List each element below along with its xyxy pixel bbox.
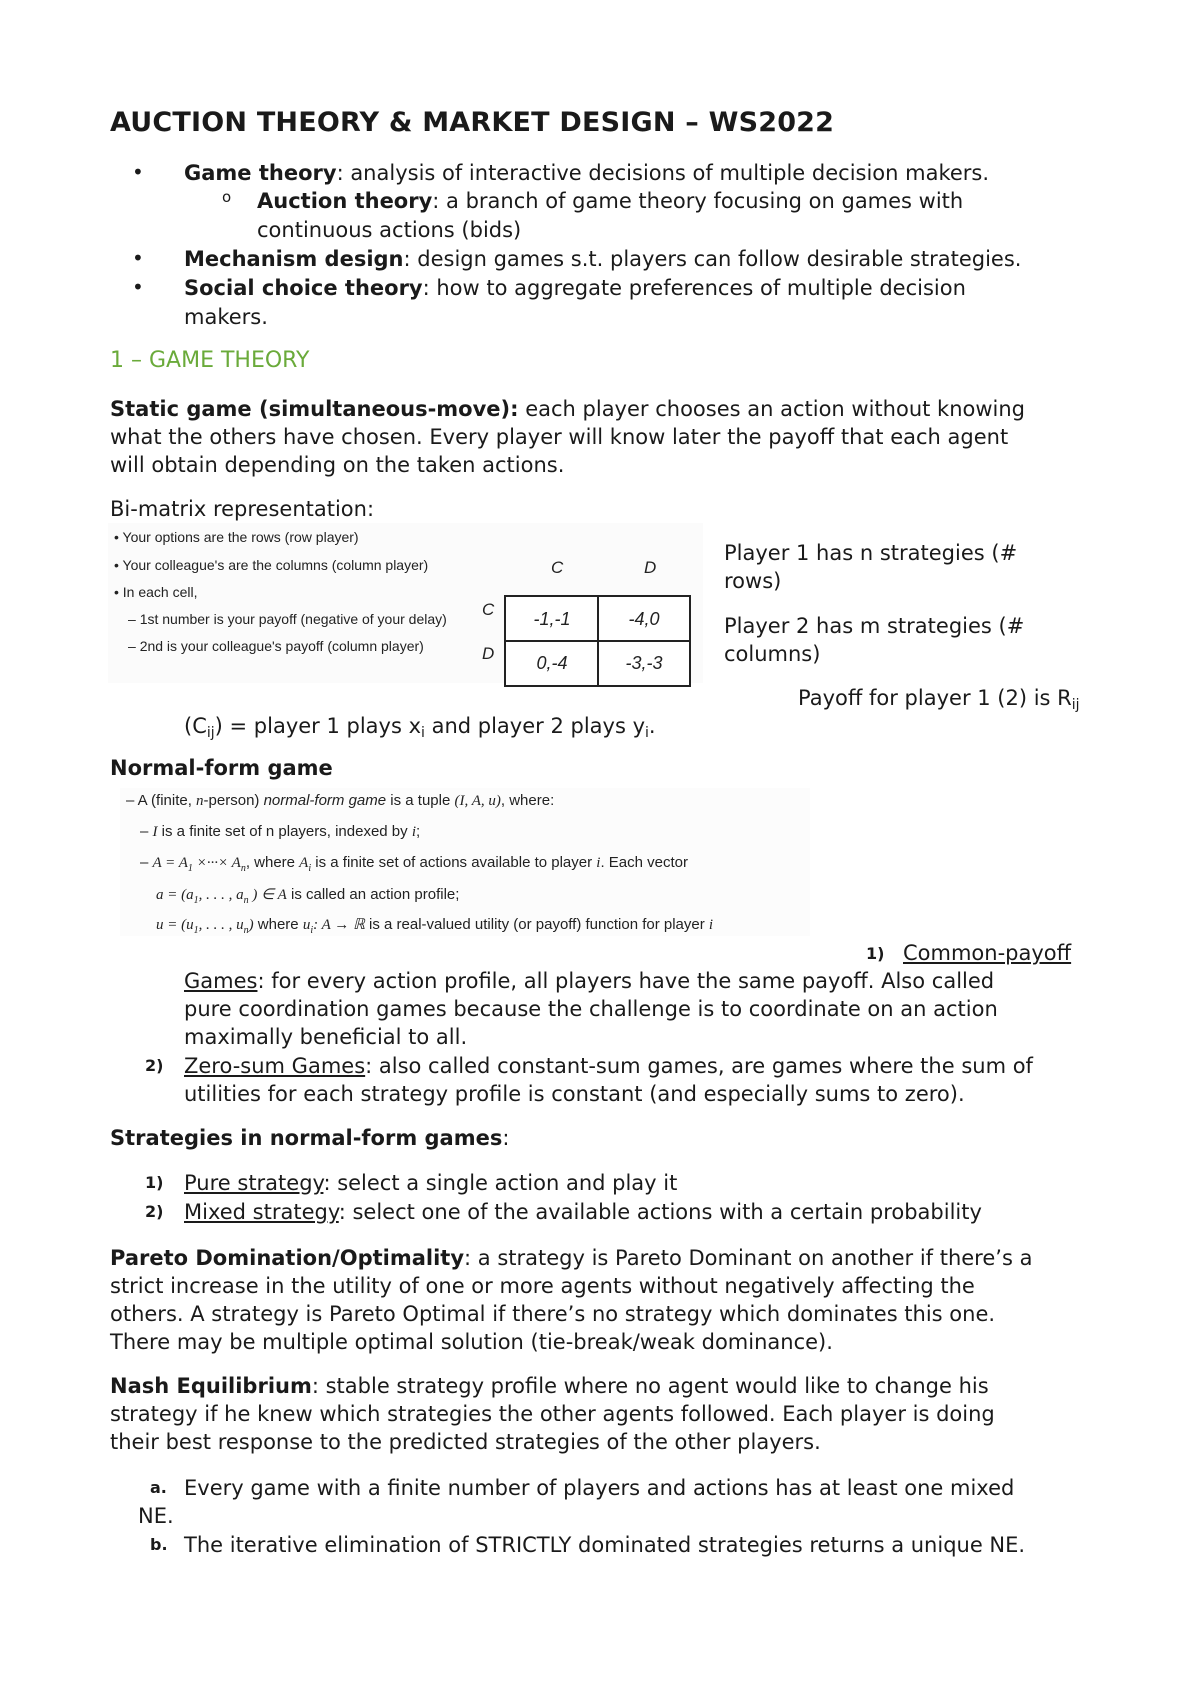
nf-line5: $u = (u_1$, . . . , $u_n$) where $u_i$: A → ℝ is a real-valued utility (or payoff) function for player i [156,916,714,936]
matrix-cell: -1,-1 [533,609,571,629]
pareto-line2: strict increase in the utility of one or more agents without negatively affecting the [110,1274,975,1298]
list-number: 2) [145,1056,164,1075]
section-heading: 1 – GAME THEORY [110,348,310,373]
matrix-cell: 0,-4 [536,653,568,673]
intro-social-choice-cont: makers. [184,305,268,329]
pure-strategy: Pure strategy: select a single action and play it [184,1171,678,1195]
nash-item-a-line2: NE. [138,1504,174,1528]
intro-mechanism-design: Mechanism design: design games s.t. players can follow desirable strategies. [184,247,1022,271]
note-player1-cont: rows) [724,569,782,593]
intro-social-choice: Social choice theory: how to aggregate preferences of multiple decision [184,276,966,300]
figure-bullet: • Your colleague's are the columns (column player) [114,557,429,573]
cij-definition: (Cij) = player 1 plays xi and player 2 plays yi. [184,714,656,741]
nf-line2: – I is a finite set of n players, indexed by i; [140,823,421,840]
document-title: AUCTION THEORY & MARKET DESIGN – WS2022 [110,107,835,138]
bimatrix-figure [108,523,703,683]
pareto-line4: There may be multiple optimal solution (tie-break/weak dominance). [110,1330,833,1354]
bimatrix-label: Bi-matrix representation: [110,497,375,521]
nash-item-a-line1: Every game with a finite number of players and actions has at least one mixed [184,1476,1015,1500]
nash-line1: Nash Equilibrium: stable strategy profile where no agent would like to change his [110,1374,989,1398]
matrix-cell: -3,-3 [625,653,663,673]
matrix-cell: -4,0 [628,609,660,629]
nash-line2: strategy if he knew which strategies the other agents followed. Each player is doing [110,1402,995,1426]
figure-bullet: • In each cell, [114,584,198,600]
figure-sub-item: – 1st number is your payoff (negative of your delay) [128,611,447,627]
row-header-d: D [482,644,495,663]
nf-line4: $a = (a_1$, . . . , $a_n$ ) ∈ A is called an action profile; [156,886,460,906]
list-letter: a. [150,1478,167,1497]
bullet-dot: • [132,246,144,270]
common-payoff-line1: Games: for every action profile, all players have the same payoff. Also called [184,969,995,993]
note-player2: Player 2 has m strategies (# [724,614,1025,638]
col-header-c: C [551,558,564,577]
col-header-d: D [644,558,657,577]
zero-sum-line1: Zero-sum Games: also called constant-sum games, are games where the sum of [184,1054,1033,1078]
list-number: 2) [145,1202,164,1221]
pareto-line1: Pareto Domination/Optimality: a strategy is Pareto Dominant on another if there’s a [110,1246,1033,1270]
list-number: 1) [145,1173,164,1192]
common-payoff-line3: maximally beneficial to all. [184,1025,468,1049]
static-game-line3: will obtain depending on the taken actions. [110,453,565,477]
normal-form-figure [120,788,810,936]
bullet-dot: • [132,275,144,299]
note-player1: Player 1 has n strategies (# [724,541,1018,565]
nash-line3: their best response to the predicted strategies of the other players. [110,1430,821,1454]
note-player2-cont: columns) [724,642,821,666]
figure-sub-item: – 2nd is your colleague's payoff (column player) [128,638,424,654]
intro-auction-theory-cont: continuous actions (bids) [257,218,522,242]
nf-line1: – A (finite, n-person) normal-form game is a tuple (I, A, u), where: [126,792,555,809]
bullet-dot: • [132,160,144,184]
common-payoff-line2: pure coordination games because the challenge is to coordinate on an action [184,997,998,1021]
intro-auction-theory: Auction theory: a branch of game theory focusing on games with [257,189,964,213]
static-game-line2: what the others have chosen. Every player will know later the payoff that each agent [110,425,1009,449]
nf-line3: – $A = A_1$ ×···× $A_n$, where $A_i$ is a finite set of actions available to player i. Each vector [140,854,688,874]
row-header-c: C [482,600,495,619]
static-game-line1: Static game (simultaneous-move): each player chooses an action without knowing [110,397,1026,421]
common-payoff-term: Common-payoff [903,941,1072,965]
strategies-heading: Strategies in normal-form games: [110,1126,510,1150]
payoff-matrix [504,595,691,687]
note-payoff: Payoff for player 1 (2) is Rij [798,686,1080,713]
sub-bullet-marker: o [222,188,232,206]
list-letter: b. [150,1535,168,1554]
pareto-line3: others. A strategy is Pareto Optimal if there’s no strategy which dominates this one. [110,1302,996,1326]
normal-form-heading: Normal-form game [110,756,333,780]
mixed-strategy: Mixed strategy: select one of the available actions with a certain probability [184,1200,982,1224]
list-number: 1) [866,944,885,963]
nash-item-b: The iterative elimination of STRICTLY dominated strategies returns a unique NE. [184,1533,1026,1557]
intro-game-theory: Game theory: analysis of interactive decisions of multiple decision makers. [184,161,990,185]
zero-sum-line2: utilities for each strategy profile is constant (and especially sums to zero). [184,1082,965,1106]
figure-bullet: • Your options are the rows (row player) [114,529,359,545]
